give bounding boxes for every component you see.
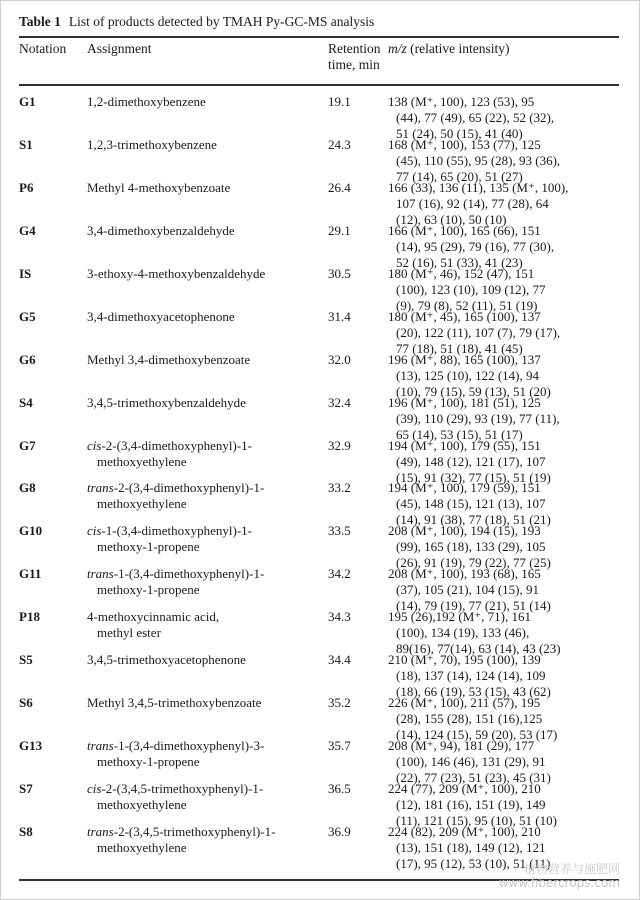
mz-line: 226 (M⁺, 100), 211 (57), 195: [388, 695, 541, 711]
retention-time-cell: 34.2: [328, 566, 351, 582]
header-mz-symbol: m/z: [388, 41, 407, 56]
notation-cell: S4: [19, 394, 33, 410]
mz-line: 107 (16), 92 (14), 77 (28), 64: [396, 195, 549, 211]
assignment-cell: [87, 395, 327, 411]
assignment-text: Methyl 3,4,5-trimethoxybenzoate: [87, 695, 262, 711]
mz-cell: [388, 309, 628, 357]
assignment-line: [87, 824, 275, 839]
notation-cell: G11: [19, 566, 42, 582]
retention-time-cell: 32.0: [328, 351, 351, 367]
notation-cell: P6: [19, 179, 34, 195]
retention-time-cell: 24.3: [328, 136, 351, 152]
assignment-line: [87, 566, 264, 581]
notation-cell: IS: [19, 265, 32, 281]
mz-line: (13), 125 (10), 122 (14), 94: [396, 367, 539, 383]
assignment-line-continued: methoxyethylene: [97, 840, 187, 855]
assignment-line: [87, 652, 246, 667]
retention-time-cell: 36.9: [328, 824, 351, 839]
assignment-text: -2-(3,4-dimethoxyphenyl)-1-: [113, 480, 265, 496]
mz-cell: [388, 652, 628, 700]
assignment-text: 3-ethoxy-4-methoxybenzaldehyde: [87, 265, 266, 281]
assignment-line-continued: methoxyethylene: [97, 496, 187, 512]
mz-line: (100), 123 (10), 109 (12), 77: [396, 281, 546, 297]
header-retention-line1: Retention: [328, 41, 381, 56]
mz-line: (99), 165 (18), 133 (29), 105: [396, 539, 546, 555]
mz-line: (10), 79 (15), 59 (13), 51 (20): [396, 383, 551, 399]
mz-cell: [388, 180, 628, 228]
assignment-cell: [87, 652, 327, 668]
mz-line: 51 (24), 50 (15), 41 (40): [396, 126, 523, 141]
watermark: [499, 862, 620, 890]
assignment-line-continued: methoxyethylene: [97, 453, 187, 469]
retention-time-cell: 19.1: [328, 94, 351, 109]
assignment-line-continued: methoxy-1-propene: [97, 754, 200, 770]
mz-line: 208 (M⁺, 100), 193 (68), 165: [388, 566, 541, 582]
watermark-line1: 植物营养与施肥网: [523, 862, 620, 876]
mz-line: (14), 79 (19), 77 (21), 51 (14): [396, 598, 551, 614]
mz-line: (18), 66 (19), 53 (15), 43 (62): [396, 684, 551, 700]
mz-line: (100), 146 (46), 131 (29), 91: [396, 754, 546, 770]
mz-line: (39), 110 (29), 93 (19), 77 (11),: [396, 410, 560, 426]
mz-line: (45), 110 (55), 95 (28), 93 (36),: [396, 152, 561, 168]
table-caption: [19, 14, 374, 30]
assignment-line: [87, 438, 252, 453]
assignment-line: [87, 137, 217, 152]
retention-time-cell: 29.1: [328, 222, 351, 238]
assignment-cell: [87, 137, 327, 153]
table-title: List of products detected by TMAH Py-GC-MS analysis: [68, 14, 375, 29]
mz-line: 52 (16), 51 (33), 41 (23): [396, 254, 523, 270]
isomer-prefix: cis: [87, 523, 102, 539]
retention-time-cell: 35.7: [328, 738, 351, 754]
assignment-line-continued: methoxyethylene: [97, 797, 187, 813]
isomer-prefix: trans: [87, 480, 114, 496]
mz-cell: [388, 480, 628, 528]
retention-time-cell: 36.5: [328, 781, 351, 797]
assignment-line: [87, 352, 250, 367]
assignment-cell: [87, 266, 327, 282]
assignment-cell: [87, 738, 327, 770]
mz-line: 65 (14), 53 (15), 51 (17): [396, 426, 523, 442]
isomer-prefix: trans: [87, 738, 114, 754]
mz-line: (17), 95 (12), 53 (10), 51 (11): [396, 856, 551, 871]
mz-line: 168 (M⁺, 100), 153 (77), 125: [388, 136, 541, 152]
isomer-prefix: trans: [87, 566, 114, 582]
mz-cell: [388, 695, 628, 743]
mz-line: 180 (M⁺, 45), 165 (100), 137: [388, 308, 541, 324]
assignment-line-continued: methyl ester: [97, 625, 161, 641]
notation-cell: S6: [19, 695, 33, 711]
watermark-line2: www.fibercrops.com: [498, 876, 620, 890]
notation-cell: S8: [19, 824, 33, 839]
header-mz: [388, 41, 509, 57]
assignment-cell: [87, 523, 327, 555]
assignment-line: [87, 523, 252, 538]
mz-cell: [388, 609, 628, 657]
notation-cell: S1: [19, 136, 33, 152]
assignment-cell: [87, 223, 327, 239]
mz-line: 77 (14), 65 (20), 51 (27): [396, 168, 523, 184]
assignment-text: -1-(3,4-dimethoxyphenyl)-3-: [113, 738, 265, 754]
mz-line: 224 (82), 209 (M⁺, 100), 210: [388, 824, 541, 839]
mz-line: (14), 95 (29), 79 (16), 77 (30),: [396, 238, 555, 254]
assignment-text: -2-(3,4-dimethoxyphenyl)-1-: [101, 437, 252, 453]
mz-line: (18), 137 (14), 124 (14), 109: [396, 668, 546, 684]
assignment-text: 1,2,3-trimethoxybenzene: [87, 136, 217, 152]
mz-line: 166 (M⁺, 100), 165 (66), 151: [388, 222, 541, 238]
header-mz-label: (relative intensity): [410, 41, 510, 56]
notation-cell: P18: [19, 609, 40, 625]
mz-line: 196 (M⁺, 88), 165 (100), 137: [388, 351, 541, 367]
assignment-text: Methyl 4-methoxybenzoate: [87, 179, 231, 195]
top-rule: [19, 36, 619, 38]
mz-line: 210 (M⁺, 70), 195 (100), 139: [388, 652, 541, 668]
header-notation: Notation: [19, 41, 67, 56]
isomer-prefix: trans: [87, 824, 114, 839]
assignment-line-continued: methoxy-1-propene: [97, 582, 200, 598]
retention-time-cell: 34.4: [328, 652, 351, 668]
mz-line: (12), 63 (10), 50 (10): [396, 211, 507, 227]
mz-line: 138 (M⁺, 100), 123 (53), 95: [388, 94, 535, 109]
mz-line: (14), 91 (38), 77 (18), 51 (21): [396, 512, 551, 528]
assignment-line: [87, 266, 265, 281]
mz-line: (28), 155 (28), 151 (16),125: [396, 711, 543, 727]
notation-cell: G10: [19, 523, 43, 539]
mz-line: (14), 124 (15), 59 (20), 53 (17): [396, 727, 558, 743]
mz-line: (100), 134 (19), 133 (46),: [396, 625, 530, 641]
isomer-prefix: cis: [87, 781, 102, 797]
assignment-cell: [87, 309, 327, 325]
assignment-text: 3,4-dimethoxyacetophenone: [87, 308, 235, 324]
retention-time-cell: 33.5: [328, 523, 351, 539]
mz-line: 194 (M⁺, 100), 179 (59), 151: [388, 480, 541, 496]
retention-time-cell: 26.4: [328, 179, 351, 195]
assignment-text: -1-(3,4-dimethoxyphenyl)-1-: [113, 566, 265, 582]
assignment-line: [87, 480, 264, 495]
mz-line: (9), 79 (8), 52 (11), 51 (19): [396, 297, 538, 313]
notation-cell: G13: [19, 738, 43, 754]
notation-cell: G8: [19, 480, 36, 496]
notation-cell: G5: [19, 308, 36, 324]
mz-line: 195 (26),192 (M⁺, 71), 161: [388, 609, 531, 625]
assignment-cell: [87, 695, 327, 711]
table-label: Table 1: [19, 14, 61, 29]
assignment-text: -2-(3,4,5-trimethoxyphenyl)-1-: [101, 781, 264, 797]
assignment-text: 1,2-dimethoxybenzene: [87, 94, 206, 109]
assignment-line: [87, 94, 206, 109]
assignment-cell: [87, 781, 327, 813]
notation-cell: G6: [19, 351, 36, 367]
mz-cell: [388, 566, 628, 614]
assignment-text: 3,4-dimethoxybenzaldehyde: [87, 222, 235, 238]
header-retention-line2: time, min: [328, 57, 380, 72]
mz-line: (11), 121 (15), 95 (10), 51 (10): [396, 813, 557, 829]
mz-cell: [388, 781, 628, 829]
assignment-text: 4-methoxycinnamic acid,: [87, 609, 220, 625]
notation-cell: S7: [19, 781, 33, 797]
mz-cell: [388, 137, 628, 185]
mz-cell: [388, 223, 628, 271]
mz-cell: [388, 266, 628, 314]
retention-time-cell: 34.3: [328, 609, 351, 625]
assignment-line: [87, 180, 230, 195]
retention-time-cell: 35.2: [328, 695, 351, 711]
mz-line: (44), 77 (49), 65 (22), 52 (32),: [396, 110, 555, 125]
retention-time-cell: 30.5: [328, 265, 351, 281]
header-retention: [328, 41, 381, 73]
retention-time-cell: 33.2: [328, 480, 351, 496]
retention-time-cell: 32.9: [328, 437, 351, 453]
mz-line: (26), 91 (19), 79 (22), 77 (25): [396, 555, 551, 571]
assignment-cell: [87, 352, 327, 368]
retention-time-cell: 31.4: [328, 308, 351, 324]
mz-line: 196 (M⁺, 100), 181 (51), 125: [388, 394, 541, 410]
mz-line: 208 (M⁺, 100), 194 (15), 193: [388, 523, 541, 539]
assignment-cell: [87, 180, 327, 196]
assignment-line: [87, 695, 261, 710]
mz-cell: [388, 523, 628, 571]
mz-line: (13), 151 (18), 149 (12), 121: [396, 840, 546, 855]
mz-line: 194 (M⁺, 100), 179 (55), 151: [388, 437, 541, 453]
mz-line: (37), 105 (21), 104 (15), 91: [396, 582, 539, 598]
mz-line: (49), 148 (12), 121 (17), 107: [396, 453, 546, 469]
header-assignment: Assignment: [87, 41, 152, 56]
notation-cell: S5: [19, 652, 33, 668]
mz-line: (15), 91 (32), 77 (15), 51 (19): [396, 469, 551, 485]
notation-cell: G1: [19, 94, 36, 109]
assignment-text: Methyl 3,4-dimethoxybenzoate: [87, 351, 251, 367]
mz-line: 89(16), 77(14), 63 (14), 43 (23): [396, 641, 561, 657]
assignment-line: [87, 395, 246, 410]
mz-cell: [388, 438, 628, 486]
mz-line: (12), 181 (16), 151 (19), 149: [396, 797, 546, 813]
assignment-line: [87, 223, 235, 238]
mz-line: 208 (M⁺, 94), 181 (29), 177: [388, 738, 535, 754]
assignment-line: [87, 738, 264, 753]
notation-cell: G4: [19, 222, 36, 238]
mz-line: (22), 77 (23), 51 (23), 45 (31): [396, 770, 551, 786]
isomer-prefix: cis: [87, 437, 102, 453]
assignment-text: 3,4,5-trimethoxyacetophenone: [87, 652, 246, 668]
header-rule: [19, 84, 619, 86]
mz-line: (45), 148 (15), 121 (13), 107: [396, 496, 546, 512]
mz-cell: [388, 352, 628, 400]
assignment-line: [87, 781, 263, 796]
mz-line: 77 (18), 51 (18), 41 (45): [396, 340, 523, 356]
mz-cell: [388, 738, 628, 786]
mz-cell: [388, 94, 628, 142]
assignment-cell: [87, 480, 327, 512]
retention-time-cell: 32.4: [328, 394, 351, 410]
mz-line: 224 (77), 209 (M⁺, 100), 210: [388, 781, 541, 797]
assignment-line: [87, 609, 219, 624]
assignment-cell: [87, 824, 327, 856]
assignment-cell: [87, 94, 327, 110]
assignment-text: -2-(3,4,5-trimethoxyphenyl)-1-: [113, 824, 276, 839]
assignment-cell: [87, 609, 327, 641]
assignment-cell: [87, 438, 327, 470]
mz-line: (20), 122 (11), 107 (7), 79 (17),: [396, 324, 561, 340]
assignment-text: -1-(3,4-dimethoxyphenyl)-1-: [101, 523, 252, 539]
assignment-line-continued: methoxy-1-propene: [97, 539, 200, 555]
mz-line: 166 (33), 136 (11), 135 (M⁺, 100),: [388, 179, 569, 195]
notation-cell: G7: [19, 437, 36, 453]
assignment-line: [87, 309, 235, 324]
mz-line: 180 (M⁺, 46), 152 (47), 151: [388, 265, 535, 281]
mz-cell: [388, 395, 628, 443]
assignment-text: 3,4,5-trimethoxybenzaldehyde: [87, 394, 246, 410]
assignment-cell: [87, 566, 327, 598]
